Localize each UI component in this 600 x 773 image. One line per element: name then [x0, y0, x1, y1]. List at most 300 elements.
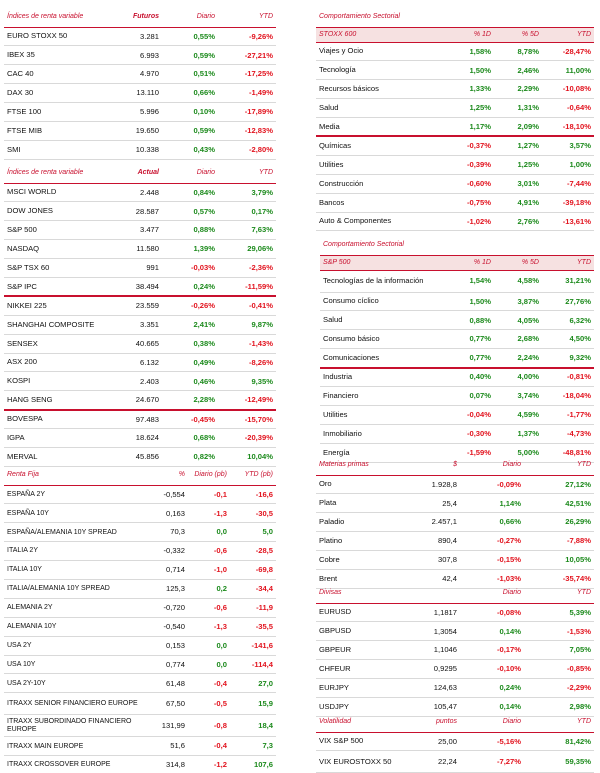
- cell-daily: 4,00%: [494, 368, 542, 387]
- cell-label: IBEX 35: [4, 46, 106, 65]
- cell-label: Recursos básicos: [316, 80, 446, 99]
- cell-daily: -1,0: [188, 561, 230, 580]
- table-volatilidad: [316, 712, 594, 773]
- cell-value: 6.993: [106, 46, 162, 65]
- cell-value: 24.670: [106, 391, 162, 410]
- cell-label: ITRAXX CROSSOVER EUROPE: [4, 756, 146, 773]
- cell-daily: 0,2: [188, 579, 230, 598]
- cell-value: 890,4: [402, 532, 460, 551]
- cell-label: ITRAXX MAIN EUROPE: [4, 737, 146, 756]
- cell-label: BOVESPA: [4, 410, 106, 429]
- cell-daily: 0,59%: [162, 46, 218, 65]
- cell-label: S&P TSX 60: [4, 259, 106, 278]
- cell-value: 40.665: [106, 334, 162, 353]
- cell-ytd: -2,29%: [524, 679, 594, 698]
- cell-value: 2.403: [106, 372, 162, 391]
- cell-daily: -7,27%: [460, 751, 524, 773]
- column-header-row: [316, 455, 594, 475]
- cell-label: Viajes y Ocio: [316, 42, 446, 61]
- table-row: [316, 494, 594, 513]
- cell-value: 1,54%: [446, 270, 494, 292]
- cell-ytd: 10,05%: [524, 551, 594, 570]
- table-row: [4, 103, 276, 122]
- cell-ytd: -12,49%: [218, 391, 276, 410]
- cell-ytd: -17,89%: [218, 103, 276, 122]
- cell-daily: 8,78%: [494, 42, 542, 61]
- cell-daily: -0,03%: [162, 259, 218, 278]
- column-header-value: [402, 583, 460, 603]
- cell-ytd: 107,6: [230, 756, 276, 773]
- cell-value: -0,60%: [446, 174, 494, 193]
- cell-value: 25,00: [402, 732, 460, 751]
- cell-label: VIX S&P 500: [316, 732, 402, 751]
- table-renta-fija: [4, 465, 276, 773]
- section-title-row: [320, 235, 594, 255]
- cell-daily: 1,39%: [162, 240, 218, 259]
- cell-ytd: 31,21%: [542, 270, 594, 292]
- column-header-ytd: YTD: [524, 712, 594, 732]
- cell-daily: -0,45%: [162, 410, 218, 429]
- column-header-row: [4, 465, 276, 485]
- cell-daily: 1,25%: [494, 155, 542, 174]
- table-row: [4, 315, 276, 334]
- cell-daily: 4,05%: [494, 311, 542, 330]
- cell-value: 3.477: [106, 221, 162, 240]
- table-row: [320, 330, 594, 349]
- cell-label: ESPAÑA/ALEMANIA 10Y SPREAD: [4, 523, 146, 542]
- cell-value: 0,77%: [446, 330, 494, 349]
- cell-value: 42,4: [402, 569, 460, 588]
- cell-label: Salud: [316, 99, 446, 118]
- cell-ytd: -1,49%: [218, 84, 276, 103]
- cell-ytd: 5,39%: [524, 603, 594, 622]
- cell-daily: 0,59%: [162, 121, 218, 140]
- column-header-value: %: [146, 465, 188, 485]
- column-header-ytd: YTD: [524, 455, 594, 475]
- cell-ytd: 7,3: [230, 737, 276, 756]
- cell-ytd: -17,25%: [218, 65, 276, 84]
- table-row: [316, 603, 594, 622]
- table-row: [4, 391, 276, 410]
- cell-value: -0,332: [146, 542, 188, 561]
- cell-daily: -1,2: [188, 756, 230, 773]
- cell-label: USA 2Y-10Y: [4, 674, 146, 693]
- cell-ytd: 1,00%: [542, 155, 594, 174]
- table-row: [4, 579, 276, 598]
- table-row: [4, 259, 276, 278]
- cell-daily: 1,31%: [494, 99, 542, 118]
- table-row: [4, 240, 276, 259]
- table-row: [316, 61, 594, 80]
- cell-label: Oro: [316, 475, 402, 494]
- cell-daily: 0,24%: [162, 277, 218, 296]
- cell-daily: 0,0: [188, 655, 230, 674]
- cell-daily: 3,74%: [494, 386, 542, 405]
- cell-ytd: 59,35%: [524, 751, 594, 773]
- cell-ytd: -2,80%: [218, 140, 276, 159]
- cell-label: KOSPI: [4, 372, 106, 391]
- table-sectorial-stoxx600: [316, 7, 594, 231]
- cell-label: Platino: [316, 532, 402, 551]
- cell-label: HANG SENG: [4, 391, 106, 410]
- cell-ytd: -35,5: [230, 617, 276, 636]
- cell-label: USDJPY: [316, 697, 402, 716]
- cell-ytd: -7,88%: [524, 532, 594, 551]
- column-header-label: Divisas: [316, 583, 402, 603]
- table-row: [316, 551, 594, 570]
- cell-ytd: 0,17%: [218, 202, 276, 221]
- section-title-row: [316, 7, 594, 27]
- cell-label: Consumo cíclico: [320, 292, 446, 311]
- cell-ytd: 9,32%: [542, 349, 594, 368]
- cell-label: FTSE MIB: [4, 121, 106, 140]
- cell-daily: 2,41%: [162, 315, 218, 334]
- cell-daily: 2,28%: [162, 391, 218, 410]
- cell-label: ASX 200: [4, 353, 106, 372]
- cell-label: Tecnologías de la información: [320, 270, 446, 292]
- cell-label: CHFEUR: [316, 660, 402, 679]
- cell-value: 1,50%: [446, 61, 494, 80]
- cell-daily: -0,15%: [460, 551, 524, 570]
- column-header-row: [316, 583, 594, 603]
- cell-ytd: 3,79%: [218, 183, 276, 202]
- cell-label: ESPAÑA 10Y: [4, 504, 146, 523]
- cell-label: EURUSD: [316, 603, 402, 622]
- table-row: [4, 598, 276, 617]
- cell-value: 67,50: [146, 693, 188, 715]
- cell-ytd: -2,36%: [218, 259, 276, 278]
- cell-ytd: -20,39%: [218, 429, 276, 448]
- column-header-ytd: YTD: [218, 7, 276, 27]
- column-header-value: % 1D: [446, 255, 494, 270]
- cell-ytd: -8,26%: [218, 353, 276, 372]
- cell-daily: 0,49%: [162, 353, 218, 372]
- cell-value: 1,50%: [446, 292, 494, 311]
- column-header-daily: Diario: [460, 455, 524, 475]
- column-header-daily: Diario: [162, 163, 218, 183]
- table-row: [316, 732, 594, 751]
- cell-daily: -1,03%: [460, 569, 524, 588]
- cell-label: NIKKEI 225: [4, 296, 106, 315]
- cell-value: 38.494: [106, 277, 162, 296]
- cell-daily: -1,3: [188, 504, 230, 523]
- cell-daily: 0,43%: [162, 140, 218, 159]
- table-row: [4, 46, 276, 65]
- cell-ytd: 15,9: [230, 693, 276, 715]
- cell-daily: 0,66%: [162, 84, 218, 103]
- cell-value: 25,4: [402, 494, 460, 513]
- table-row: [4, 693, 276, 715]
- column-header-label: Índices de renta variable: [4, 163, 106, 183]
- table-row: [4, 410, 276, 429]
- cell-label: Auto & Componentes: [316, 212, 446, 231]
- cell-ytd: 81,42%: [524, 732, 594, 751]
- table-row: [4, 84, 276, 103]
- cell-label: Utilities: [320, 405, 446, 424]
- table-sectorial-sp500: [320, 235, 594, 463]
- table-row: [316, 80, 594, 99]
- table-row: [316, 532, 594, 551]
- table-row: [4, 296, 276, 315]
- table-row: [320, 292, 594, 311]
- cell-label: Brent: [316, 569, 402, 588]
- cell-value: 1,1817: [402, 603, 460, 622]
- column-header-row: [316, 27, 594, 42]
- column-header-daily: % 5D: [494, 27, 542, 42]
- table-row: [316, 193, 594, 212]
- cell-value: -0,30%: [446, 424, 494, 443]
- cell-label: USA 10Y: [4, 655, 146, 674]
- cell-value: 105,47: [402, 697, 460, 716]
- cell-ytd: -1,53%: [524, 622, 594, 641]
- table-row: [4, 202, 276, 221]
- cell-ytd: -9,26%: [218, 27, 276, 46]
- cell-daily: 4,58%: [494, 270, 542, 292]
- cell-value: 1,3054: [402, 622, 460, 641]
- cell-ytd: 3,57%: [542, 136, 594, 155]
- cell-ytd: -7,44%: [542, 174, 594, 193]
- cell-label: ITALIA 2Y: [4, 542, 146, 561]
- cell-ytd: -18,10%: [542, 118, 594, 137]
- cell-value: 3.351: [106, 315, 162, 334]
- cell-value: 1,58%: [446, 42, 494, 61]
- cell-value: -0,720: [146, 598, 188, 617]
- cell-ytd: -0,64%: [542, 99, 594, 118]
- cell-ytd: -35,74%: [524, 569, 594, 588]
- cell-value: 1,25%: [446, 99, 494, 118]
- cell-value: 0,714: [146, 561, 188, 580]
- cell-value: 23.559: [106, 296, 162, 315]
- cell-ytd: 27,12%: [524, 475, 594, 494]
- cell-daily: -0,27%: [460, 532, 524, 551]
- cell-value: 0,40%: [446, 368, 494, 387]
- cell-ytd: -0,85%: [524, 660, 594, 679]
- section-title: Comportamiento Sectorial: [316, 7, 594, 27]
- cell-value: 314,8: [146, 756, 188, 773]
- table-row: [4, 636, 276, 655]
- cell-ytd: -39,18%: [542, 193, 594, 212]
- column-header-daily: Diario (pb): [188, 465, 230, 485]
- table-row: [4, 737, 276, 756]
- cell-ytd: 2,98%: [524, 697, 594, 716]
- cell-value: -0,554: [146, 485, 188, 504]
- table-row: [4, 334, 276, 353]
- cell-value: 125,3: [146, 579, 188, 598]
- column-header-row: [4, 163, 276, 183]
- table-divisas: [316, 583, 594, 717]
- column-header-daily: Diario: [460, 712, 524, 732]
- table-row: [320, 311, 594, 330]
- table-row: [4, 27, 276, 46]
- cell-daily: -0,10%: [460, 660, 524, 679]
- cell-value: 131,99: [146, 715, 188, 737]
- cell-label: ITALIA 10Y: [4, 561, 146, 580]
- cell-daily: 3,87%: [494, 292, 542, 311]
- table-row: [4, 674, 276, 693]
- cell-value: 70,3: [146, 523, 188, 542]
- cell-label: IGPA: [4, 429, 106, 448]
- cell-value: -0,39%: [446, 155, 494, 174]
- cell-ytd: 27,0: [230, 674, 276, 693]
- cell-value: 19.650: [106, 121, 162, 140]
- cell-value: 28.587: [106, 202, 162, 221]
- cell-daily: 5,00%: [494, 443, 542, 462]
- cell-label: SMI: [4, 140, 106, 159]
- cell-daily: -1,3: [188, 617, 230, 636]
- table-row: [4, 504, 276, 523]
- table-row: [4, 183, 276, 202]
- cell-daily: 0,0: [188, 523, 230, 542]
- cell-daily: -5,16%: [460, 732, 524, 751]
- cell-value: 11.580: [106, 240, 162, 259]
- table-row: [4, 221, 276, 240]
- cell-label: GBPEUR: [316, 641, 402, 660]
- cell-label: NASDAQ: [4, 240, 106, 259]
- cell-ytd: 4,50%: [542, 330, 594, 349]
- cell-label: USA 2Y: [4, 636, 146, 655]
- table-row: [4, 756, 276, 773]
- column-header-value: Futuros: [106, 7, 162, 27]
- cell-value: 45.856: [106, 447, 162, 466]
- cell-label: VIX EUROSTOXX 50: [316, 751, 402, 773]
- table-row: [316, 155, 594, 174]
- cell-value: 97.483: [106, 410, 162, 429]
- cell-ytd: -18,04%: [542, 386, 594, 405]
- table-row: [4, 715, 276, 737]
- cell-label: Consumo básico: [320, 330, 446, 349]
- column-header-row: [316, 712, 594, 732]
- table-row: [316, 513, 594, 532]
- table-row: [4, 542, 276, 561]
- cell-ytd: -28,47%: [542, 42, 594, 61]
- cell-value: -0,37%: [446, 136, 494, 155]
- cell-label: GBPUSD: [316, 622, 402, 641]
- column-header-ytd: YTD: [542, 27, 594, 42]
- cell-label: Utilities: [316, 155, 446, 174]
- table-materias-primas: [316, 455, 594, 589]
- cell-value: -0,75%: [446, 193, 494, 212]
- cell-label: Energía: [320, 443, 446, 462]
- cell-ytd: 6,32%: [542, 311, 594, 330]
- cell-label: S&P 500: [4, 221, 106, 240]
- cell-ytd: 9,35%: [218, 372, 276, 391]
- table-row: [4, 372, 276, 391]
- cell-value: 0,88%: [446, 311, 494, 330]
- table-row: [316, 679, 594, 698]
- column-header-daily: % 5D: [494, 255, 542, 270]
- column-header-daily: Diario: [460, 583, 524, 603]
- table-row: [316, 136, 594, 155]
- column-header-ytd: YTD: [542, 255, 594, 270]
- cell-daily: 0,84%: [162, 183, 218, 202]
- cell-daily: 0,46%: [162, 372, 218, 391]
- cell-label: Plata: [316, 494, 402, 513]
- cell-value: 51,6: [146, 737, 188, 756]
- cell-ytd: -16,6: [230, 485, 276, 504]
- cell-daily: 0,14%: [460, 697, 524, 716]
- cell-daily: 0,14%: [460, 622, 524, 641]
- cell-ytd: 5,0: [230, 523, 276, 542]
- cell-daily: 2,29%: [494, 80, 542, 99]
- column-header-row: [4, 7, 276, 27]
- table-row: [316, 475, 594, 494]
- cell-daily: 1,27%: [494, 136, 542, 155]
- cell-ytd: -1,77%: [542, 405, 594, 424]
- cell-label: ITALIA/ALEMANIA 10Y SPREAD: [4, 579, 146, 598]
- cell-label: EURJPY: [316, 679, 402, 698]
- column-header-ytd: YTD: [218, 163, 276, 183]
- cell-daily: 2,76%: [494, 212, 542, 231]
- column-header-label: Índices de renta variable: [4, 7, 106, 27]
- cell-label: SENSEX: [4, 334, 106, 353]
- cell-label: S&P IPC: [4, 277, 106, 296]
- cell-label: FTSE 100: [4, 103, 106, 122]
- cell-daily: -0,17%: [460, 641, 524, 660]
- cell-ytd: 9,87%: [218, 315, 276, 334]
- column-header-label: Renta Fija: [4, 465, 146, 485]
- cell-daily: -0,5: [188, 693, 230, 715]
- cell-value: 0,153: [146, 636, 188, 655]
- cell-value: 6.132: [106, 353, 162, 372]
- cell-daily: 2,68%: [494, 330, 542, 349]
- cell-daily: 2,09%: [494, 118, 542, 137]
- column-header-label: Materias primas: [316, 455, 402, 475]
- cell-value: 1,1046: [402, 641, 460, 660]
- cell-label: DAX 30: [4, 84, 106, 103]
- cell-ytd: -0,81%: [542, 368, 594, 387]
- table-row: [320, 386, 594, 405]
- cell-daily: -0,6: [188, 542, 230, 561]
- cell-value: 0,9295: [402, 660, 460, 679]
- table-row: [320, 270, 594, 292]
- cell-ytd: 42,51%: [524, 494, 594, 513]
- table-row: [316, 660, 594, 679]
- table-row: [4, 617, 276, 636]
- table-indices-actual: [4, 163, 276, 467]
- table-row: [316, 99, 594, 118]
- column-header-ytd: YTD (pb): [230, 465, 276, 485]
- table-row: [320, 405, 594, 424]
- cell-daily: 0,0: [188, 636, 230, 655]
- cell-label: Tecnología: [316, 61, 446, 80]
- table-row: [320, 368, 594, 387]
- cell-value: 3.281: [106, 27, 162, 46]
- cell-label: DOW JONES: [4, 202, 106, 221]
- cell-daily: 0,10%: [162, 103, 218, 122]
- cell-value: 1,33%: [446, 80, 494, 99]
- table-row: [4, 523, 276, 542]
- cell-ytd: 7,05%: [524, 641, 594, 660]
- cell-label: Bancos: [316, 193, 446, 212]
- cell-label: SHANGHAI COMPOSITE: [4, 315, 106, 334]
- column-header-label: Volatilidad: [316, 712, 402, 732]
- cell-label: EURO STOXX 50: [4, 27, 106, 46]
- cell-label: MERVAL: [4, 447, 106, 466]
- column-header-daily: Diario: [162, 7, 218, 27]
- cell-label: Químicas: [316, 136, 446, 155]
- cell-ytd: -48,81%: [542, 443, 594, 462]
- cell-ytd: -69,8: [230, 561, 276, 580]
- cell-daily: -0,1: [188, 485, 230, 504]
- table-row: [4, 485, 276, 504]
- cell-ytd: -34,4: [230, 579, 276, 598]
- column-header-value: % 1D: [446, 27, 494, 42]
- cell-ytd: -11,9: [230, 598, 276, 617]
- table-row: [320, 424, 594, 443]
- cell-value: 0,77%: [446, 349, 494, 368]
- column-header-value: Actual: [106, 163, 162, 183]
- cell-label: ITRAXX SUBORDINADO FINANCIERO EUROPE: [4, 715, 146, 737]
